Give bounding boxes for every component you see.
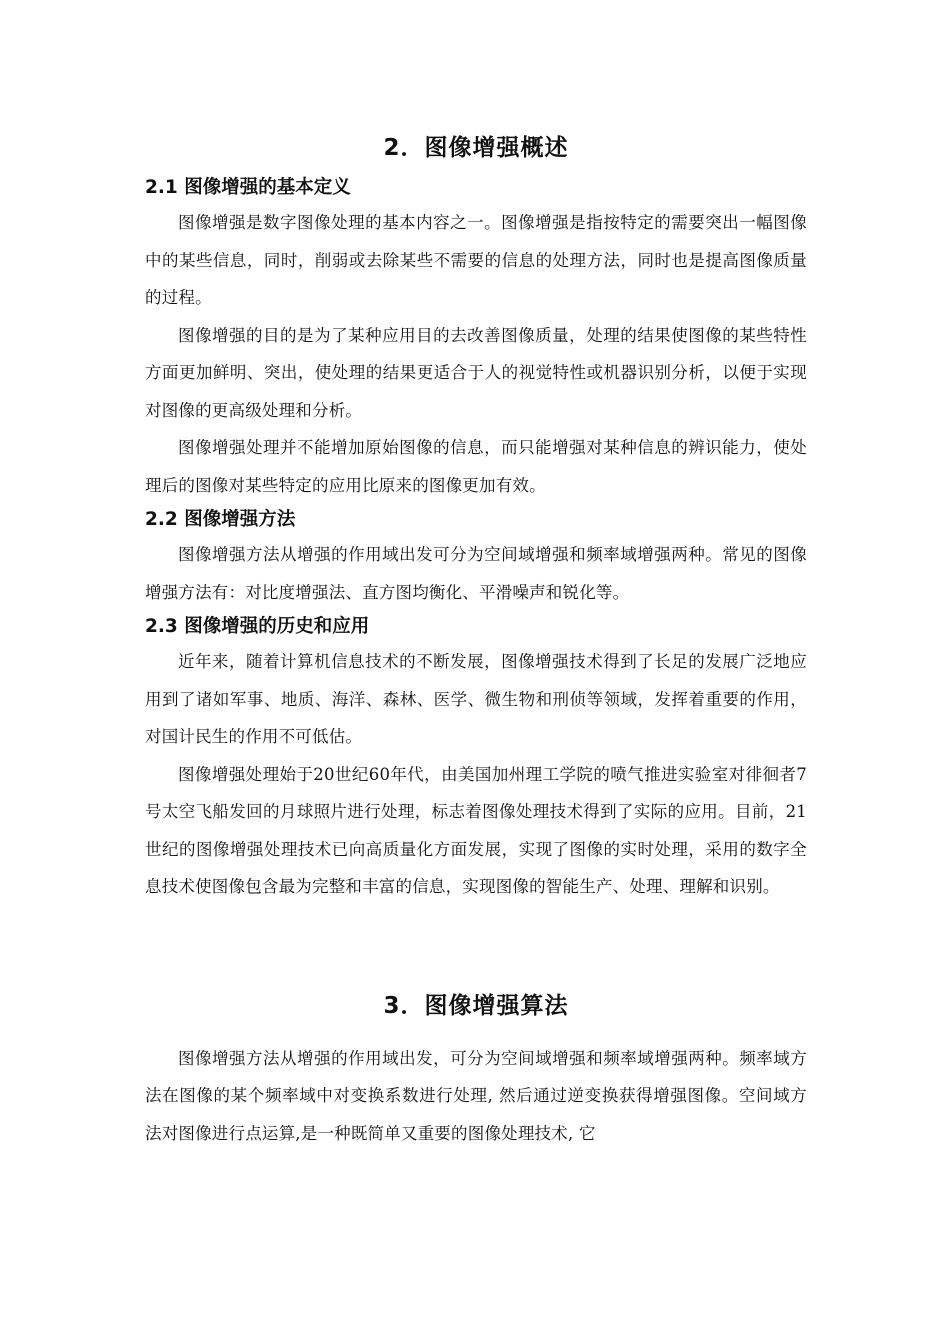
section-2-2-title: 2.2 图像增强方法 xyxy=(145,509,296,530)
section-2-1-paragraph-3: 图像增强处理并不能增加原始图像的信息，而只能增强对某种信息的辨识能力，使处理后的图像对某些特定的应用比原来的图像更加有效。 xyxy=(145,438,807,495)
section-2-1-paragraph-1: 图像增强是数字图像处理的基本内容之一。图像增强是指按特定的需要突出一幅图像中的某些信息，同时，削弱或去除某些不需要的信息的处理方法，同时也是提高图像质量的过程。 xyxy=(145,213,807,307)
document-content xyxy=(145,128,807,1152)
section-2-1-paragraph-2: 图像增强的目的是为了某种应用目的去改善图像质量，处理的结果使图像的某些特性方面更加鲜明、突出，使处理的结果更适合于人的视觉特性或机器识别分析，以便于实现对图像的更高级处理和分析。 xyxy=(145,325,807,420)
chapter-3-title: 3．图像增强算法 xyxy=(383,992,569,1019)
section-2-3-title: 2.3 图像增强的历史和应用 xyxy=(145,616,370,637)
section-2-2-paragraph-1: 图像增强方法从增强的作用域出发可分为空间域增强和频率域增强两种。常见的图像增强方法有：对比度增强法、直方图均衡化、平滑噪声和锐化等。 xyxy=(145,545,807,602)
section-2-3-paragraph-2: 图像增强处理始于20世纪60年代，由美国加州理工学院的喷气推进实验室对徘徊者7号太空飞船发回的月球照片进行处理，标志着图像处理技术得到了实际的应用。目前，21世纪的图像增强处理技术已向高质量化方面发展，实现了图像的实时处理，采用的数字全息技术使图像包含最为完整和丰富的信息，实现图像的智能生产、处理、理解和识别。 xyxy=(145,764,807,896)
section-2-3-paragraph-1: 近年来，随着计算机信息技术的不断发展，图像增强技术得到了长足的发展广泛地应用到了诸如军事、地质、海洋、森林、医学、微生物和刑侦等领域，发挥着重要的作用，对国计民生的作用不可低估。 xyxy=(145,652,807,746)
section-2-1-title: 2.1 图像增强的基本定义 xyxy=(145,177,351,198)
chapter-2-title: 2．图像增强概述 xyxy=(383,135,569,161)
chapter-3-paragraph-1: 图像增强方法从增强的作用域出发，可分为空间域增强和频率域增强两种。频率域方法在图像的某个频率域中对变换系数进行处理, 然后通过逆变换获得增强图像。空间域方法对图像进行点运算,是一种既简单又重要的图像处理技术, 它 xyxy=(145,1048,807,1143)
